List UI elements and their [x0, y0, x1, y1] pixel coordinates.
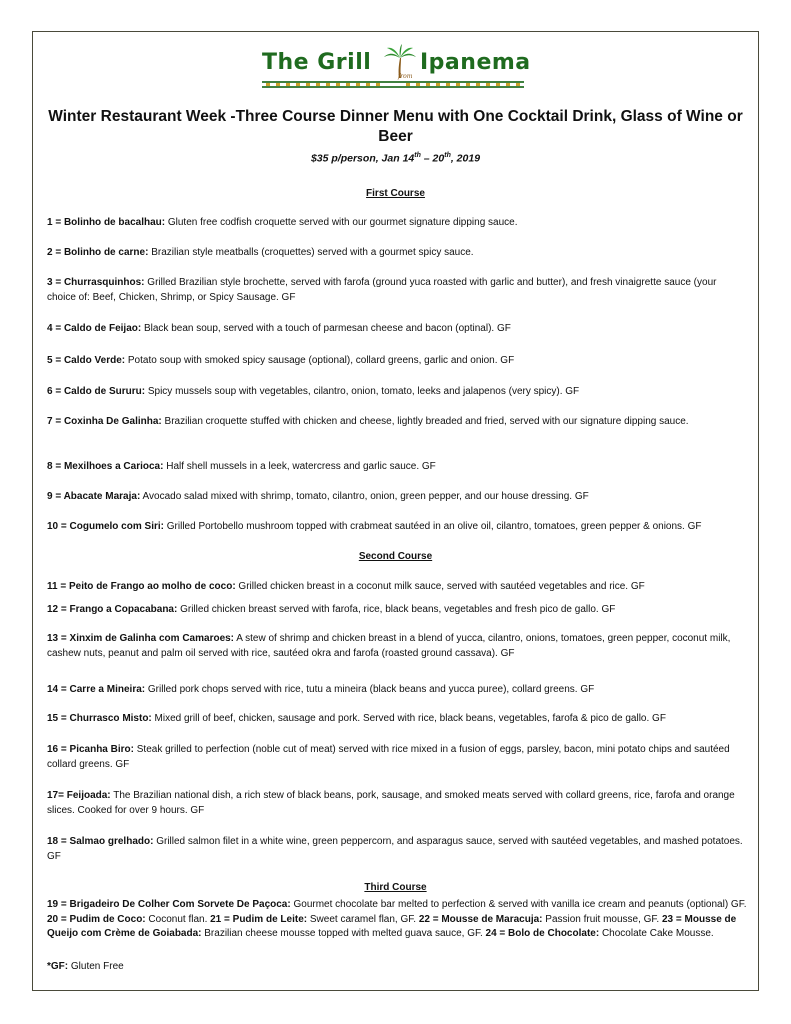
item-name: 2 = Bolinho de carne:: [47, 247, 149, 258]
item-desc: Brazilian cheese mousse topped with melted guava sauce, GF.: [201, 928, 486, 939]
restaurant-logo: [262, 44, 532, 94]
menu-item: [47, 632, 747, 661]
item-name: 17= Feijoada:: [47, 790, 111, 801]
item-desc: Grilled Portobello mushroom topped with crabmeat sautéed in an olive oil, cilantro, tomatoes, green pepper & onions. GF: [163, 521, 702, 532]
item-desc: Passion fruit mousse, GF.: [542, 913, 662, 925]
item-desc: Brazilian croquette stuffed with chicken and cheese, lightly breaded and fried, served with our signature dipping sauce.: [161, 416, 689, 427]
item-desc: Steak grilled to perfection (noble cut of meat) served with rice mixed in a fusion of eggs, parsley, bacon, mini potato chips and sautéed collard greens. GF: [47, 744, 730, 770]
item-desc: Grilled salmon filet in a white wine, green peppercorn, and asparagus sauce, served with sautéed vegetables, and mashed potatoes. GF: [47, 836, 743, 862]
item-name: 6 = Caldo de Sururu:: [47, 386, 146, 397]
item-name: 10 = Cogumelo com Siri:: [47, 521, 164, 532]
item-name: 5 = Caldo Verde:: [47, 355, 126, 366]
footnote-text: Gluten Free: [68, 961, 124, 972]
menu-item: [47, 490, 747, 505]
menu-item: [47, 712, 747, 727]
item-desc: Chocolate Cake Mousse.: [599, 928, 714, 939]
item-desc: Sweet caramel flan, GF.: [307, 913, 419, 925]
price-sup-1: th: [414, 152, 421, 159]
item-name: 11 = Peito de Frango ao molho de coco:: [47, 581, 236, 592]
item-name: 20 = Pudim de Coco:: [47, 913, 146, 925]
item-desc: A stew of shrimp and chicken breast in a blend of yucca, cilantro, onions, tomatoes, green pepper, coconut milk, cashew nuts, peanut and palm oil served with rice, sautéed okra and farofa (roasted ground cassava). GF: [47, 633, 731, 659]
item-desc: Half shell mussels in a leek, watercress and garlic sauce. GF: [163, 461, 436, 472]
menu-item: [47, 385, 747, 400]
item-name: 22 = Mousse de Maracuja:: [418, 913, 543, 925]
item-name: 4 = Caldo de Feijao:: [47, 323, 142, 334]
item-name: 18 = Salmao grelhado:: [47, 836, 154, 847]
item-desc: Mixed grill of beef, chicken, sausage and pork. Served with rice, black beans, vegetables, farofa & pico de gallo. GF: [151, 713, 666, 724]
menu-item: [47, 789, 747, 818]
item-desc: The Brazilian national dish, a rich stew of black beans, pork, sausage, and smoked meats served with collard greens, rice, farofa and orange slices. Cooked for over 9 hours. GF: [47, 790, 735, 816]
item-name: 15 = Churrasco Misto:: [47, 713, 152, 724]
item-desc: Gourmet chocolate bar melted to perfection & served with vanilla ice cream and peanuts (optional) GF.: [290, 899, 747, 910]
menu-item: [47, 835, 747, 864]
item-name: 14 = Carre a Mineira:: [47, 684, 146, 695]
menu-item: [47, 520, 747, 535]
item-name: 9 = Abacate Maraja:: [47, 491, 141, 502]
menu-item: [47, 603, 747, 618]
menu-item: [47, 743, 747, 772]
item-name: 7 = Coxinha De Galinha:: [47, 416, 162, 427]
menu-item: [47, 415, 747, 430]
logo-decoration: [262, 80, 532, 90]
third-course-heading: Third Course: [364, 882, 427, 893]
first-course-heading: First Course: [366, 188, 425, 199]
logo-text-left: The Grill: [262, 50, 372, 75]
item-desc: Grilled Brazilian style brochette, served with farofa (ground yuca roasted with garlic and butter), and fresh vinaigrette sauce (your choice of: Beef, Chicken, Shrimp, or Spicy Sausage. GF: [47, 277, 717, 303]
menu-title: Winter Restaurant Week -Three Course Dinner Menu with One Cocktail Drink, Glass of Wine or Beer: [48, 108, 743, 145]
menu-item: [47, 246, 747, 261]
item-name: 21 = Pudim de Leite:: [210, 913, 308, 925]
menu-item: [47, 216, 747, 231]
menu-item: [47, 354, 747, 369]
item-name: 19 = Brigadeiro De Colher Com Sorvete De Paçoca:: [47, 899, 291, 910]
item-desc: Black bean soup, served with a touch of parmesan cheese and bacon (optinal). GF: [141, 323, 511, 334]
price-text: $35 p/person, Jan 14: [310, 152, 415, 165]
menu-item: [47, 683, 747, 698]
logo-from-text: from: [398, 73, 413, 80]
item-desc: Gluten free codfish croquette served with our gourmet signature dipping sauce.: [165, 217, 518, 228]
item-desc: Potato soup with smoked spicy sausage (optional), collard greens, garlic and onion. GF: [125, 355, 515, 366]
menu-item-group: [47, 898, 747, 942]
item-desc: Grilled pork chops served with rice, tutu a mineira (black beans and yucca puree), collard greens. GF: [145, 684, 595, 695]
price-sup-2: th: [444, 152, 451, 159]
second-course-heading: Second Course: [358, 551, 433, 562]
footnote-key: *GF:: [47, 961, 69, 972]
item-desc: Brazilian style meatballs (croquettes) served with a gourmet spicy sauce.: [148, 247, 474, 258]
menu-item: [47, 580, 747, 595]
price-mid: – 20: [420, 152, 445, 165]
item-name: 24 = Bolo de Chocolate:: [485, 928, 600, 939]
footnote: [47, 960, 747, 975]
item-desc: Spicy mussels soup with vegetables, cilantro, onion, tomato, leeks and jalapenos (very spicy). GF: [145, 386, 580, 397]
item-desc: Grilled chicken breast served with farofa, rice, black beans, vegetables and fresh pico de gallo. GF: [177, 604, 616, 615]
item-name: 1 = Bolinho de bacalhau:: [47, 217, 166, 228]
item-name: 12 = Frango a Copacabana:: [47, 604, 178, 615]
menu-item: [47, 322, 747, 337]
item-name: 8 = Mexilhoes a Carioca:: [47, 461, 164, 472]
item-desc: Avocado salad mixed with shrimp, tomato, cilantro, onion, green pepper, and our house dressing. GF: [140, 491, 589, 502]
price-line: [40, 152, 751, 165]
item-desc: Grilled chicken breast in a coconut milk sauce, served with sautéed vegetables and rice. GF: [235, 581, 645, 592]
item-name: 3 = Churrasquinhos:: [47, 277, 145, 288]
menu-item: [47, 460, 747, 475]
price-post: , 2019: [450, 152, 481, 165]
logo-text-right: Ipanema: [420, 50, 531, 75]
menu-item: [47, 276, 747, 305]
item-name: 23 = Mousse de Queijo com Crème de Goiabada:: [47, 913, 737, 939]
item-name: 16 = Picanha Biro:: [47, 744, 134, 755]
item-name: 13 = Xinxim de Galinha com Camaroes:: [47, 633, 235, 644]
item-desc: Coconut flan.: [145, 913, 211, 925]
